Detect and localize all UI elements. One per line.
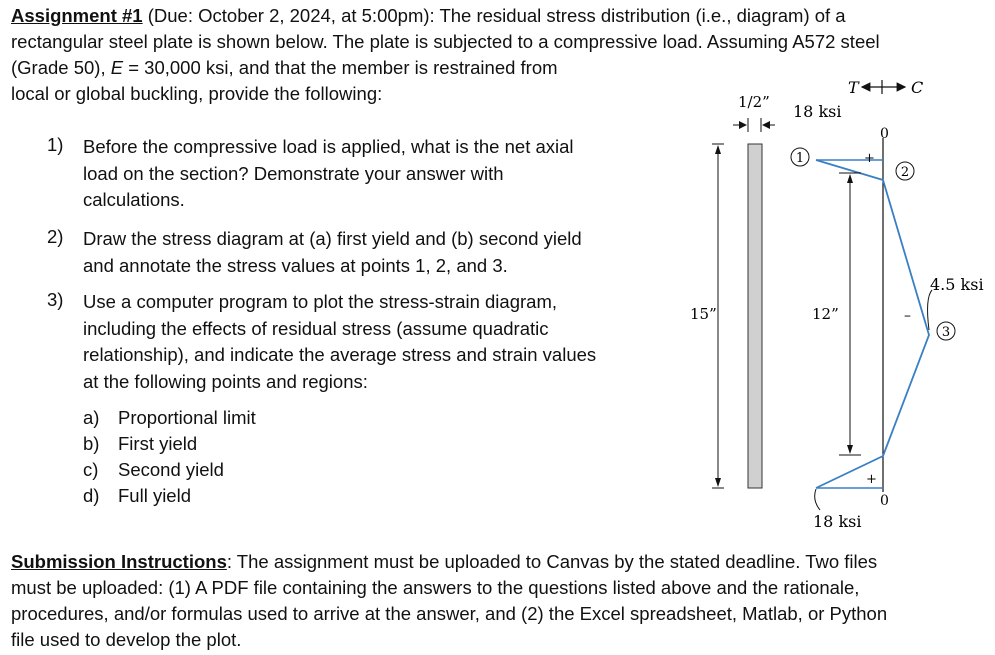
submission-line-2: must be uploaded: (1) A PDF file containing the answers to the questions listed above and the rationale, xyxy=(11,577,860,598)
point-2-label: 2 xyxy=(900,165,910,180)
question-1-text: Before the compressive load is applied, what is the net axial load on the section? Demonstrate your answer with calculations. xyxy=(83,136,574,210)
inner-arrowhead-bottom xyxy=(847,445,853,454)
assignment-line-2: rectangular steel plate is shown below. The plate is subjected to a compressive load. Assuming A572 steel xyxy=(11,31,880,52)
submission-line-4: file used to develop the plot. xyxy=(11,629,242,650)
submission-line-1: Submission Instructions: The assignment must be uploaded to Canvas by the stated deadline. Two files xyxy=(11,551,878,572)
top-stress-label: 18 ksi xyxy=(793,102,842,121)
mid-stress-label: 4.5 ksi xyxy=(930,275,984,294)
point-3-label: 3 xyxy=(941,325,951,340)
minus-label: – xyxy=(904,308,911,324)
plus-top-label: + xyxy=(864,151,875,166)
steel-plate xyxy=(748,144,762,488)
height-label: 15” xyxy=(690,305,717,323)
subitem-b-letter: b) xyxy=(83,433,100,454)
inner-height-label: 12” xyxy=(812,305,839,323)
subitem-d-text: Full yield xyxy=(118,485,191,506)
subitem-a-letter: a) xyxy=(83,407,100,428)
assignment-line-3: (Grade 50), E = 30,000 ksi, and that the member is restrained from xyxy=(11,57,558,78)
height-arrowhead-bottom xyxy=(715,478,721,487)
residual-stress-curve xyxy=(816,160,929,488)
subitem-d-letter: d) xyxy=(83,485,100,506)
question-3-text: Use a computer program to plot the stress-strain diagram, including the effects of residual stress (assume quadratic relationship), and indicate the average stress and strain values at the following points and regions: xyxy=(83,291,597,392)
question-2-text: Draw the stress diagram at (a) first yield and (b) second yield and annotate the stress values at points 1, 2, and 3. xyxy=(83,228,582,276)
question-1-number: 1) xyxy=(47,134,64,155)
legend-T-label: T xyxy=(848,78,859,97)
subitem-a-text: Proportional limit xyxy=(118,407,256,428)
assignment-title: Assignment #1 xyxy=(11,5,143,26)
bottom-stress-leader xyxy=(815,489,820,510)
subitem-c-text: Second yield xyxy=(118,459,224,480)
bottom-stress-label: 18 ksi xyxy=(813,512,862,531)
subitem-b-text: First yield xyxy=(118,433,198,454)
submission-line-3: procedures, and/or formulas used to arrive at the answer, and (2) the Excel spreadsheet, Matlab, or Python xyxy=(11,603,888,624)
point-1-label: 1 xyxy=(795,151,805,166)
zero-bottom-label: 0 xyxy=(880,493,889,509)
legend-C-label: C xyxy=(911,78,924,97)
submission-paragraph xyxy=(11,549,887,653)
height-arrowhead-top xyxy=(715,145,721,154)
subitem-c-letter: c) xyxy=(83,459,99,480)
submission-title: Submission Instructions xyxy=(11,551,227,572)
zero-top-label: 0 xyxy=(880,126,889,142)
thickness-label: 1/2” xyxy=(738,93,770,111)
assignment-line-1: Assignment #1 (Due: October 2, 2024, at 5:00pm): The residual stress distribution (i.e., diagram) of a xyxy=(11,5,846,26)
question-2-number: 2) xyxy=(47,226,64,247)
plus-bottom-label: + xyxy=(866,472,877,487)
mid-stress-leader xyxy=(928,290,932,330)
question-3-number: 3) xyxy=(47,289,64,310)
assignment-line-4: local or global buckling, provide the following: xyxy=(11,83,383,104)
inner-arrowhead-top xyxy=(847,174,853,183)
